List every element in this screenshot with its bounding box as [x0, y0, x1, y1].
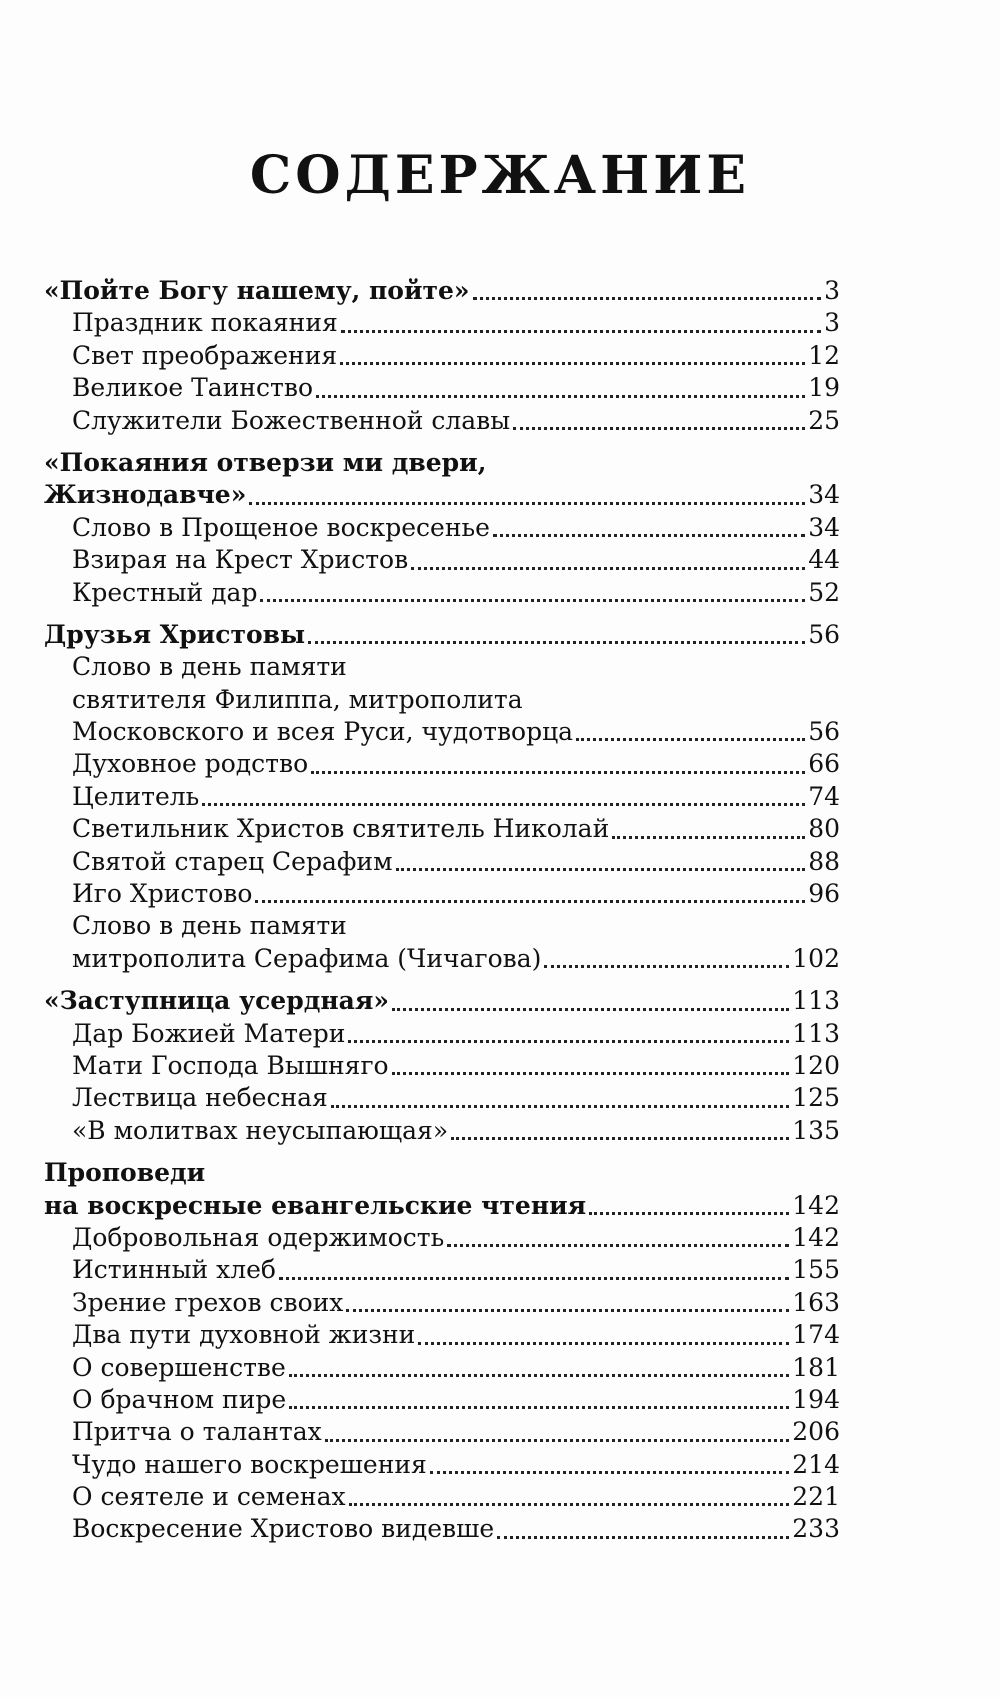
toc-entry	[44, 1287, 840, 1319]
dot-leader	[447, 1244, 789, 1247]
toc-entry-title: Великое Таинство	[72, 373, 313, 403]
dot-leader	[544, 965, 789, 968]
dot-leader	[451, 1137, 789, 1140]
page-number: 56	[808, 619, 840, 649]
dot-leader	[589, 1212, 789, 1215]
toc-entry	[44, 1050, 840, 1082]
toc-entry-title-line: святителя Филиппа, митрополита	[72, 684, 523, 714]
dot-leader	[255, 900, 805, 903]
page-number: 74	[808, 781, 840, 811]
page-number: 194	[792, 1384, 840, 1414]
toc-entry	[44, 813, 840, 845]
page-number: 174	[792, 1320, 840, 1350]
page-number: 88	[808, 846, 840, 876]
toc-entry-title: Крестный дар	[72, 577, 258, 607]
dot-leader	[392, 1008, 789, 1011]
toc-section	[44, 275, 840, 437]
toc-entry	[44, 1513, 840, 1545]
dot-leader	[348, 1040, 789, 1043]
toc-entry	[44, 781, 840, 813]
toc-entry	[44, 1416, 840, 1448]
section-heading-title: Жизнодавче»	[44, 480, 247, 510]
dot-leader	[308, 641, 805, 644]
toc-entry-title: Целитель	[72, 781, 200, 811]
page-number: 56	[808, 717, 840, 747]
toc-entry-title: Чудо нашего воскрешения	[72, 1449, 427, 1479]
toc-entry	[44, 1254, 840, 1286]
dot-leader	[346, 1309, 789, 1312]
toc-entry	[44, 748, 840, 780]
section-heading-title-line: Проповеди	[44, 1158, 206, 1188]
page-number: 214	[792, 1449, 840, 1479]
dot-leader	[513, 427, 805, 430]
page-title: СОДЕРЖАНИЕ	[249, 145, 751, 206]
dot-leader	[249, 502, 805, 505]
page-number: 25	[808, 405, 840, 435]
toc-entry	[44, 1082, 840, 1114]
toc-entry	[44, 1384, 840, 1416]
dot-leader	[473, 297, 822, 300]
page-number: 96	[808, 879, 840, 909]
toc-entry-title: Слово в Прощеное воскресенье	[72, 512, 490, 542]
toc-entry	[44, 405, 840, 437]
page-number: 206	[792, 1417, 840, 1447]
page-number: 102	[792, 943, 840, 973]
section-heading-title: «Заступница усердная»	[44, 986, 389, 1016]
table-of-contents	[44, 275, 840, 1556]
section-heading-title-line: «Покаяния отверзи ми двери,	[44, 447, 487, 477]
section-heading	[44, 275, 840, 307]
dot-leader	[340, 362, 805, 365]
toc-section	[44, 985, 840, 1147]
page-number: 113	[792, 1018, 840, 1048]
page-number: 19	[808, 373, 840, 403]
page-number: 80	[808, 814, 840, 844]
page-number: 221	[792, 1482, 840, 1512]
toc-entry-title: Два пути духовной жизни	[72, 1320, 416, 1350]
dot-leader	[311, 771, 805, 774]
page-number: 12	[808, 340, 840, 370]
toc-section	[44, 1157, 840, 1546]
toc-entry	[44, 943, 840, 975]
page-number: 163	[792, 1287, 840, 1317]
page-number: 66	[808, 749, 840, 779]
dot-leader	[289, 1374, 790, 1377]
page-number: 44	[808, 545, 840, 575]
toc-section	[44, 619, 840, 975]
toc-entry	[44, 1352, 840, 1384]
page-number: 52	[808, 577, 840, 607]
dot-leader	[493, 534, 805, 537]
section-heading-title: на воскресные евангельские чтения	[44, 1190, 587, 1220]
dot-leader	[418, 1342, 789, 1345]
page-number: 3	[824, 308, 840, 338]
toc-entry	[44, 577, 840, 609]
dot-leader	[260, 599, 805, 602]
page-number: 125	[792, 1083, 840, 1113]
toc-entry-title: Праздник покаяния	[72, 308, 338, 338]
section-heading	[44, 619, 840, 651]
dot-leader	[411, 567, 805, 570]
dot-leader	[325, 1439, 790, 1442]
dot-leader	[396, 868, 806, 871]
section-heading-title: «Пойте Богу нашему, пойте»	[44, 276, 470, 305]
page-number: 113	[792, 986, 840, 1016]
toc-entry	[44, 716, 840, 748]
page-number: 142	[792, 1222, 840, 1252]
toc-entry-title: Зрение грехов своих	[72, 1287, 344, 1317]
toc-entry	[44, 372, 840, 404]
toc-entry-title: Святой старец Серафим	[72, 846, 393, 876]
section-heading	[44, 985, 840, 1017]
toc-entry-title: Служители Божественной славы	[72, 405, 511, 435]
toc-entry	[44, 512, 840, 544]
dot-leader	[392, 1072, 790, 1075]
section-heading	[44, 479, 840, 511]
toc-entry-title: Московского и всея Руси, чудотворца	[72, 717, 574, 747]
toc-entry	[44, 1115, 840, 1147]
dot-leader	[289, 1406, 789, 1409]
toc-entry	[44, 1222, 840, 1254]
dot-leader	[341, 330, 821, 333]
toc-entry-title: О сеятеле и семенах	[72, 1482, 346, 1512]
dot-leader	[279, 1277, 789, 1280]
page-number: 142	[792, 1190, 840, 1220]
toc-entry	[44, 1449, 840, 1481]
toc-entry	[44, 307, 840, 339]
toc-entry-title: Светильник Христов святитель Николай	[72, 814, 610, 844]
toc-entry-title: Взирая на Крест Христов	[72, 545, 409, 575]
toc-entry	[44, 846, 840, 878]
page-number: 3	[824, 276, 840, 305]
dot-leader	[576, 738, 805, 741]
dot-leader	[612, 836, 805, 839]
toc-entry	[44, 1481, 840, 1513]
dot-leader	[497, 1536, 789, 1539]
toc-entry-title: митрополита Серафима (Чичагова)	[72, 943, 542, 973]
dot-leader	[202, 803, 805, 806]
toc-entry-title: Притча о талантах	[72, 1417, 322, 1447]
page-number: 181	[792, 1352, 840, 1382]
section-heading	[44, 1190, 840, 1222]
toc-entry-title: Воскресение Христово видевше	[72, 1514, 495, 1544]
dot-leader	[331, 1105, 789, 1108]
toc-entry-title: Иго Христово	[72, 879, 253, 909]
page-number: 155	[792, 1255, 840, 1285]
toc-entry-title: О совершенстве	[72, 1352, 286, 1382]
toc-entry	[44, 1319, 840, 1351]
toc-entry-title: «В молитвах неусыпающая»	[72, 1115, 449, 1145]
toc-entry-title: Истинный хлеб	[72, 1255, 276, 1285]
toc-entry	[44, 340, 840, 372]
toc-entry	[44, 1018, 840, 1050]
toc-entry-title: Свет преображения	[72, 340, 338, 370]
page-number: 233	[792, 1514, 840, 1544]
toc-entry-title: Добровольная одержимость	[72, 1222, 445, 1252]
dot-leader	[349, 1503, 790, 1506]
toc-entry-title: Дар Божией Матери	[72, 1018, 346, 1048]
toc-entry	[44, 544, 840, 576]
toc-entry-title-line: Слово в день памяти	[72, 911, 347, 941]
toc-entry-title: Мати Господа Вышняго	[72, 1050, 389, 1080]
dot-leader	[430, 1471, 789, 1474]
toc-section	[44, 447, 840, 609]
page-number: 120	[792, 1050, 840, 1080]
toc-entry-title-line: Слово в день памяти	[72, 652, 347, 682]
page-number: 34	[808, 512, 840, 542]
toc-entry-title: Лествица небесная	[72, 1083, 328, 1113]
section-heading-title: Друзья Христовы	[44, 619, 306, 649]
toc-entry-title: Духовное родство	[72, 749, 309, 779]
page-number: 34	[808, 480, 840, 510]
toc-entry-title: О брачном пире	[72, 1384, 287, 1414]
toc-entry	[44, 878, 840, 910]
page-number: 135	[792, 1115, 840, 1145]
dot-leader	[316, 395, 805, 398]
